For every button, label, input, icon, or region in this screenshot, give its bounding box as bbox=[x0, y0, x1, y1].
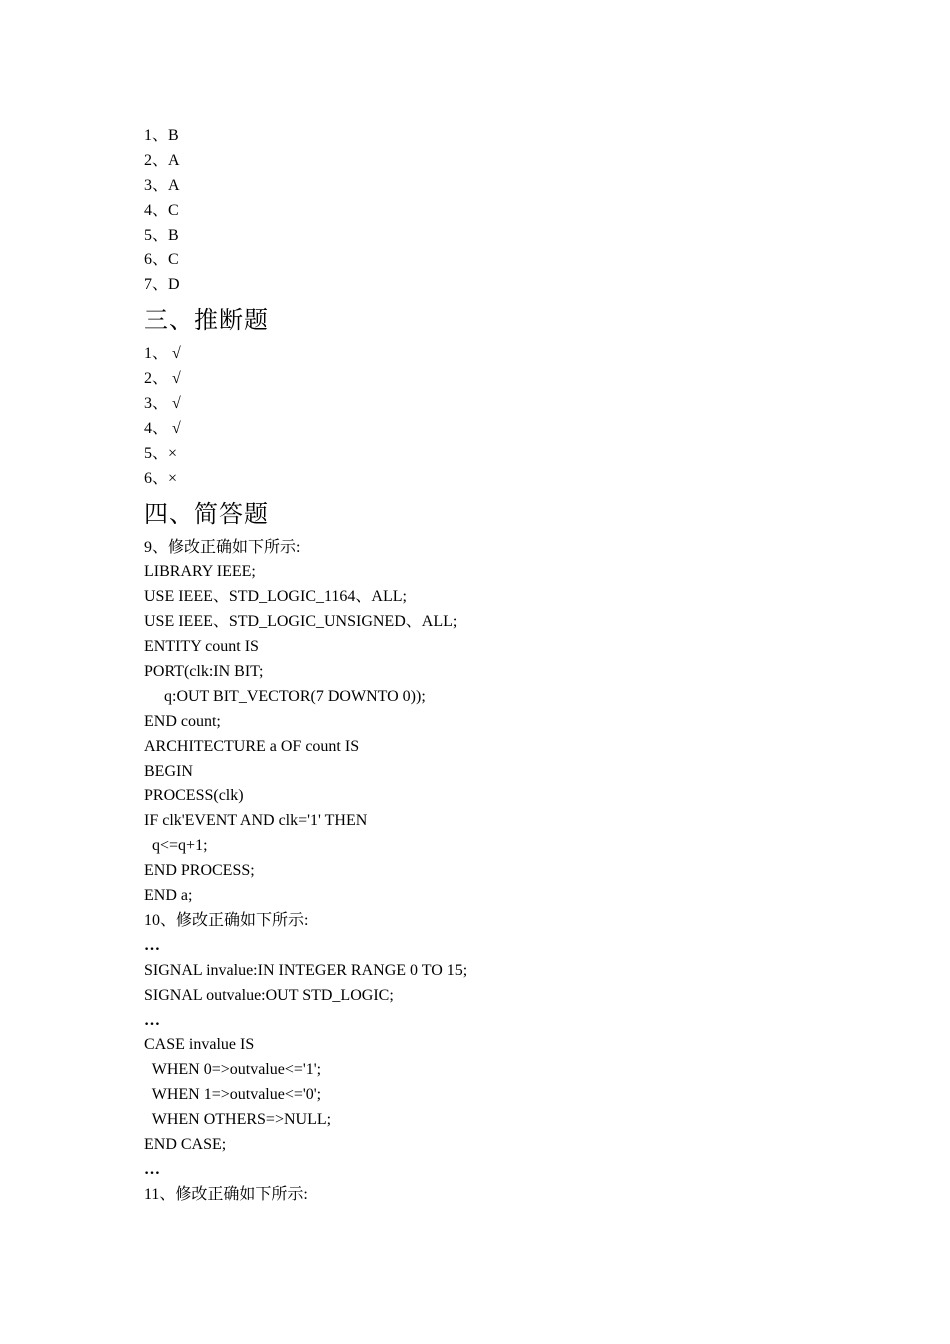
ellipsis-line: … bbox=[144, 1160, 160, 1178]
code-line: LIBRARY IEEE; bbox=[144, 563, 256, 581]
choice-answer-5: 5、B bbox=[144, 226, 179, 244]
section3-heading: 三、推断题 bbox=[144, 308, 269, 335]
code-line: q<=q+1; bbox=[144, 837, 208, 855]
choice-answer-3: 3、A bbox=[144, 176, 180, 194]
code-line: USE IEEE、STD_LOGIC_UNSIGNED、ALL; bbox=[144, 613, 458, 631]
code-line: END CASE; bbox=[144, 1135, 227, 1153]
judgement-answer-5: 5、× bbox=[144, 444, 178, 462]
choice-answer-6: 6、C bbox=[144, 251, 179, 269]
choice-answer-4: 4、C bbox=[144, 201, 179, 219]
code-line: WHEN 0=>outvalue<='1'; bbox=[144, 1061, 322, 1079]
judgement-answer-1: 1、 √ bbox=[144, 345, 181, 363]
code-line: END a; bbox=[144, 887, 193, 905]
choice-answer-7: 7、D bbox=[144, 276, 180, 294]
code-line: IF clk'EVENT AND clk='1' THEN bbox=[144, 812, 368, 830]
choice-answer-list bbox=[144, 124, 844, 298]
code-line: ENTITY count IS bbox=[144, 638, 259, 656]
code-line: ARCHITECTURE a OF count IS bbox=[144, 737, 360, 755]
answer-9-intro: 9、修改正确如下所示: bbox=[144, 538, 301, 556]
code-line: CASE invalue IS bbox=[144, 1036, 255, 1054]
answer-11-intro: 11、修改正确如下所示: bbox=[144, 1185, 308, 1203]
judgement-answer-6: 6、× bbox=[144, 469, 178, 487]
code-line: USE IEEE、STD_LOGIC_1164、ALL; bbox=[144, 588, 407, 606]
choice-answer-1: 1、B bbox=[144, 127, 179, 144]
ellipsis-line: … bbox=[144, 1011, 160, 1029]
code-line: WHEN 1=>outvalue<='0'; bbox=[144, 1086, 322, 1104]
code-line: WHEN OTHERS=>NULL; bbox=[144, 1111, 332, 1129]
ellipsis-line: … bbox=[144, 936, 160, 954]
judgement-answer-2: 2、 √ bbox=[144, 370, 181, 388]
document-page bbox=[144, 124, 844, 1208]
code-line: PROCESS(clk) bbox=[144, 787, 244, 805]
answer-10-intro: 10、修改正确如下所示: bbox=[144, 911, 309, 929]
short-answer-block bbox=[144, 536, 844, 1208]
section4-heading: 四、简答题 bbox=[144, 501, 269, 528]
code-line: PORT(clk:IN BIT; bbox=[144, 663, 264, 681]
judgement-answer-3: 3、 √ bbox=[144, 395, 181, 413]
code-line: END PROCESS; bbox=[144, 862, 255, 880]
code-line: SIGNAL outvalue:OUT STD_LOGIC; bbox=[144, 986, 394, 1004]
choice-answer-2: 2、A bbox=[144, 151, 180, 169]
judgement-answer-list bbox=[144, 342, 844, 491]
code-line: q:OUT BIT_VECTOR(7 DOWNTO 0)); bbox=[144, 687, 426, 705]
code-line: END count; bbox=[144, 712, 221, 730]
code-line: SIGNAL invalue:IN INTEGER RANGE 0 TO 15; bbox=[144, 961, 468, 979]
judgement-answer-4: 4、 √ bbox=[144, 419, 181, 437]
code-line: BEGIN bbox=[144, 762, 193, 780]
